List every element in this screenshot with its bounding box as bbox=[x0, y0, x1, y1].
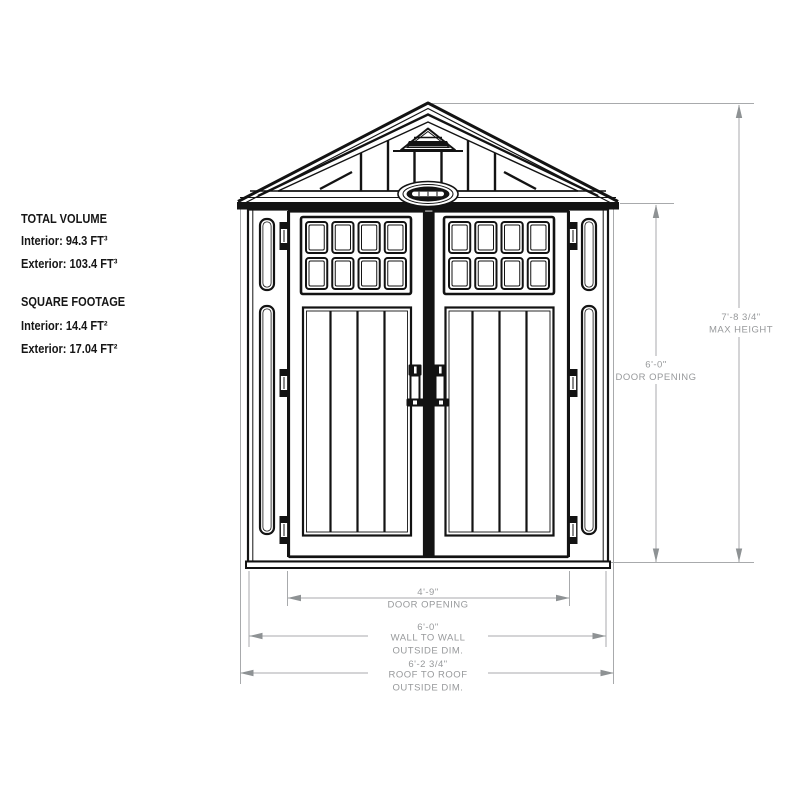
arrowhead-up bbox=[653, 205, 659, 219]
shed-elevation bbox=[237, 103, 619, 568]
door-astragal bbox=[424, 212, 433, 558]
arrowhead-up bbox=[736, 105, 742, 119]
dimension-value: 6'-2 3/4" bbox=[408, 659, 448, 670]
arrowhead-right bbox=[601, 670, 615, 676]
vent-slat bbox=[406, 141, 450, 147]
left-hinge-middle bbox=[280, 369, 289, 397]
left-handle-bar bbox=[411, 376, 420, 400]
total-volume-header: TOTAL VOLUME bbox=[21, 211, 107, 226]
dim-wall-to-wall bbox=[249, 622, 606, 657]
volume-exterior: Exterior: 103.4 FT³ bbox=[21, 256, 118, 271]
arrowhead-left bbox=[240, 670, 254, 676]
left-vent-short bbox=[260, 219, 274, 290]
dimension-value: 7'-8 3/4" bbox=[721, 312, 761, 323]
right-door bbox=[434, 212, 569, 557]
right-hinge-top bbox=[569, 222, 578, 250]
right-handle-bar bbox=[436, 376, 445, 400]
gable-vent bbox=[393, 129, 463, 152]
arrowhead-right bbox=[556, 595, 570, 601]
footage-interior: Interior: 14.4 FT² bbox=[21, 318, 108, 333]
left-hinge-top bbox=[280, 222, 289, 250]
right-hinge-bottom bbox=[569, 516, 578, 544]
left-hinge-bottom bbox=[280, 516, 289, 544]
dimension-value: 4'-9" bbox=[417, 587, 439, 598]
arrowhead-right bbox=[593, 633, 607, 639]
dim-door-opening-height bbox=[616, 205, 697, 563]
right-vent-short bbox=[582, 219, 596, 290]
square-footage-header: SQUARE FOOTAGE bbox=[21, 294, 126, 309]
dimension-label: MAX HEIGHT bbox=[708, 324, 774, 336]
dimension-label: WALL TO WALL bbox=[390, 632, 466, 644]
dimension-label: ROOF TO ROOF bbox=[388, 669, 468, 681]
base-rail bbox=[246, 562, 610, 569]
arrowhead-left bbox=[249, 633, 263, 639]
arrowhead-down bbox=[736, 549, 742, 563]
right-hinge-middle bbox=[569, 369, 578, 397]
dim-max-height bbox=[709, 105, 773, 563]
dimension-value: 6'-0" bbox=[417, 622, 439, 633]
right-vent-tall bbox=[582, 306, 596, 534]
left-door bbox=[289, 212, 424, 557]
dimension-label: DOOR OPENING bbox=[615, 372, 697, 383]
dim-roof-to-roof bbox=[240, 659, 614, 694]
arrowhead-left bbox=[288, 595, 302, 601]
dimension-sublabel: OUTSIDE DIM. bbox=[392, 645, 464, 657]
dimension-label: DOOR OPENING bbox=[387, 599, 469, 611]
left-vent-tall bbox=[260, 306, 274, 534]
dimension-sublabel: OUTSIDE DIM. bbox=[392, 682, 464, 694]
dim-door-opening-width bbox=[288, 586, 570, 611]
roof bbox=[237, 103, 619, 210]
volume-interior: Interior: 94.3 FT³ bbox=[21, 233, 108, 248]
arrowhead-down bbox=[653, 549, 659, 563]
dimension-value: 6'-0" bbox=[645, 359, 667, 371]
footage-exterior: Exterior: 17.04 FT² bbox=[21, 341, 118, 356]
brand-logo-badge bbox=[398, 182, 458, 207]
